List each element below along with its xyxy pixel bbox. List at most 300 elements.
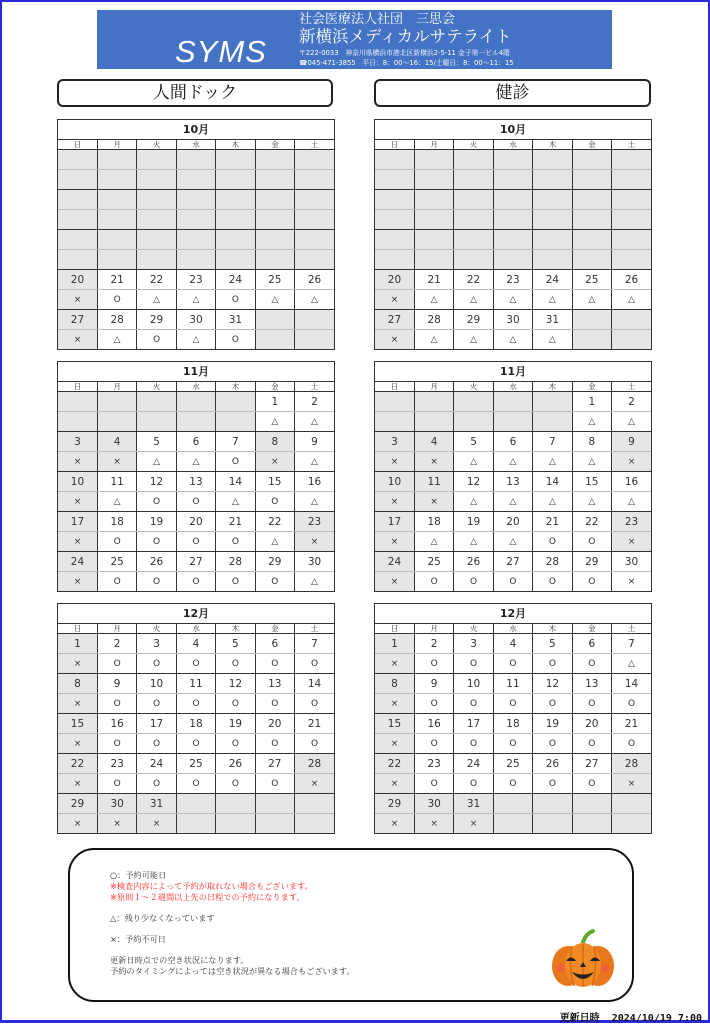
weekday-header: 月: [414, 140, 453, 150]
day-number: 31: [454, 794, 493, 814]
day-number: 12: [533, 674, 572, 694]
day-number: 15: [255, 472, 294, 492]
availability-mark: [454, 250, 493, 270]
availability-mark: [58, 412, 97, 432]
day-number: 16: [612, 472, 651, 492]
day-number: 11: [493, 674, 532, 694]
availability-mark: ×: [375, 330, 414, 350]
availability-mark: [137, 210, 176, 230]
day-number: [414, 150, 453, 170]
availability-mark: [255, 250, 294, 270]
availability-mark: △: [414, 290, 453, 310]
day-number: 4: [493, 634, 532, 654]
availability-mark: ×: [58, 572, 97, 592]
day-number: 15: [572, 472, 611, 492]
availability-mark: O: [454, 694, 493, 714]
weekday-header: 土: [612, 382, 651, 392]
availability-mark: [572, 170, 611, 190]
day-number: 30: [414, 794, 453, 814]
day-number: 23: [414, 754, 453, 774]
availability-mark: [533, 250, 572, 270]
day-number: 26: [137, 552, 176, 572]
availability-mark: [612, 250, 651, 270]
day-number: 22: [58, 754, 97, 774]
weekday-header: 水: [176, 624, 215, 634]
availability-mark: O: [137, 774, 176, 794]
day-number: 14: [533, 472, 572, 492]
availability-mark: △: [255, 412, 294, 432]
day-number: 25: [493, 754, 532, 774]
availability-mark: [493, 814, 532, 834]
weekday-header: 土: [612, 624, 651, 634]
day-number: 20: [255, 714, 294, 734]
month-title: 10月: [375, 120, 651, 140]
day-number: [137, 392, 176, 412]
availability-mark: O: [137, 330, 176, 350]
day-number: 1: [58, 634, 97, 654]
availability-mark: O: [414, 734, 453, 754]
availability-mark: O: [176, 492, 215, 512]
availability-mark: [572, 330, 611, 350]
day-number: [216, 794, 255, 814]
day-number: 13: [255, 674, 294, 694]
day-number: 11: [176, 674, 215, 694]
day-number: [612, 310, 651, 330]
day-number: [454, 230, 493, 250]
availability-mark: ×: [612, 532, 651, 552]
availability-mark: [375, 210, 414, 230]
availability-mark: ×: [58, 452, 97, 472]
day-number: [216, 230, 255, 250]
availability-mark: [216, 814, 255, 834]
address: 〒222-0033 神奈川県横浜市港北区新横浜2-5-11 金子第一ビル4階: [299, 49, 510, 57]
availability-mark: [414, 412, 453, 432]
availability-mark: O: [533, 694, 572, 714]
day-number: [255, 794, 294, 814]
day-number: [572, 230, 611, 250]
availability-mark: △: [295, 412, 334, 432]
availability-mark: [572, 250, 611, 270]
updated-timestamp: [560, 1009, 702, 1024]
availability-mark: [137, 170, 176, 190]
availability-mark: ×: [612, 774, 651, 794]
updated-value: 2024/10/19 7:00: [611, 1013, 702, 1024]
availability-mark: △: [493, 452, 532, 472]
day-number: [493, 392, 532, 412]
day-number: 29: [454, 310, 493, 330]
availability-mark: O: [572, 734, 611, 754]
availability-mark: [97, 170, 136, 190]
availability-mark: O: [295, 694, 334, 714]
availability-mark: ×: [58, 694, 97, 714]
availability-mark: [176, 210, 215, 230]
availability-mark: △: [176, 452, 215, 472]
month-title: 10月: [58, 120, 334, 140]
day-number: 28: [216, 552, 255, 572]
availability-mark: △: [533, 330, 572, 350]
weekday-header: 水: [176, 140, 215, 150]
day-number: 4: [414, 432, 453, 452]
day-number: [295, 310, 334, 330]
day-number: 2: [414, 634, 453, 654]
availability-mark: △: [295, 492, 334, 512]
day-number: 27: [572, 754, 611, 774]
day-number: [572, 150, 611, 170]
availability-mark: [414, 250, 453, 270]
day-number: 9: [295, 432, 334, 452]
day-number: 24: [137, 754, 176, 774]
day-number: 22: [375, 754, 414, 774]
availability-mark: [533, 210, 572, 230]
availability-mark: O: [454, 654, 493, 674]
weekday-header: 金: [255, 382, 294, 392]
availability-mark: O: [255, 734, 294, 754]
availability-mark: △: [612, 290, 651, 310]
availability-mark: [176, 250, 215, 270]
pumpkin-icon: [550, 928, 616, 990]
day-number: 16: [414, 714, 453, 734]
availability-mark: O: [137, 532, 176, 552]
day-number: 5: [216, 634, 255, 654]
availability-mark: ×: [375, 532, 414, 552]
day-number: 19: [137, 512, 176, 532]
day-number: 14: [612, 674, 651, 694]
weekday-header: 月: [97, 382, 136, 392]
availability-mark: △: [97, 492, 136, 512]
day-number: 26: [533, 754, 572, 774]
availability-mark: [176, 412, 215, 432]
weekday-header: 金: [572, 624, 611, 634]
logo: SYMS: [175, 34, 267, 69]
day-number: 1: [375, 634, 414, 654]
availability-mark: ×: [58, 492, 97, 512]
availability-mark: △: [612, 654, 651, 674]
availability-mark: O: [97, 532, 136, 552]
availability-mark: O: [216, 330, 255, 350]
weekday-header: 火: [454, 624, 493, 634]
weekday-header: 金: [255, 140, 294, 150]
availability-mark: O: [137, 572, 176, 592]
weekday-header: 土: [295, 140, 334, 150]
availability-mark: [375, 170, 414, 190]
calendar-checkup-0: [374, 119, 652, 350]
day-number: 1: [572, 392, 611, 412]
availability-mark: ×: [375, 694, 414, 714]
day-number: 6: [255, 634, 294, 654]
day-number: 6: [572, 634, 611, 654]
day-number: 30: [493, 310, 532, 330]
availability-mark: O: [176, 694, 215, 714]
legend-few: △：残り少なくなっています: [110, 913, 215, 923]
availability-mark: ×: [454, 814, 493, 834]
day-number: [255, 150, 294, 170]
legend-note-2: ※原則１～２週間以上先の日程での予約になります。: [110, 892, 305, 902]
day-number: 20: [572, 714, 611, 734]
day-number: 20: [375, 270, 414, 290]
availability-mark: △: [255, 290, 294, 310]
day-number: 25: [255, 270, 294, 290]
day-number: [612, 190, 651, 210]
day-number: 6: [493, 432, 532, 452]
day-number: [493, 230, 532, 250]
availability-mark: O: [176, 532, 215, 552]
availability-mark: [295, 814, 334, 834]
availability-mark: ×: [375, 814, 414, 834]
availability-mark: O: [533, 532, 572, 552]
availability-mark: O: [572, 694, 611, 714]
day-number: 27: [176, 552, 215, 572]
availability-mark: △: [216, 492, 255, 512]
availability-mark: O: [493, 694, 532, 714]
day-number: [454, 392, 493, 412]
availability-mark: △: [612, 412, 651, 432]
day-number: 9: [97, 674, 136, 694]
availability-mark: [454, 210, 493, 230]
weekday-header: 水: [493, 140, 532, 150]
day-number: 31: [137, 794, 176, 814]
availability-mark: [216, 170, 255, 190]
availability-mark: ×: [414, 452, 453, 472]
day-number: 26: [295, 270, 334, 290]
day-number: 12: [454, 472, 493, 492]
availability-mark: [572, 814, 611, 834]
availability-mark: △: [137, 452, 176, 472]
day-number: 20: [176, 512, 215, 532]
availability-mark: O: [454, 734, 493, 754]
availability-mark: ×: [97, 452, 136, 472]
availability-mark: △: [454, 290, 493, 310]
availability-mark: [295, 210, 334, 230]
day-number: 9: [414, 674, 453, 694]
day-number: 17: [454, 714, 493, 734]
day-number: 18: [493, 714, 532, 734]
day-number: [493, 150, 532, 170]
availability-mark: [176, 814, 215, 834]
availability-mark: [572, 210, 611, 230]
day-number: [375, 392, 414, 412]
day-number: 19: [533, 714, 572, 734]
legend-note-1: ※検査内容によって予約が取れない場合もございます。: [110, 881, 313, 891]
day-number: 28: [414, 310, 453, 330]
availability-mark: [414, 210, 453, 230]
day-number: 28: [97, 310, 136, 330]
day-number: 19: [216, 714, 255, 734]
availability-mark: [414, 170, 453, 190]
day-number: 10: [375, 472, 414, 492]
availability-mark: O: [97, 774, 136, 794]
day-number: [176, 150, 215, 170]
day-number: 2: [612, 392, 651, 412]
availability-mark: O: [414, 572, 453, 592]
day-number: [612, 794, 651, 814]
weekday-header: 水: [493, 382, 532, 392]
day-number: 21: [414, 270, 453, 290]
availability-mark: [97, 412, 136, 432]
day-number: 8: [58, 674, 97, 694]
availability-mark: ×: [97, 814, 136, 834]
availability-mark: [137, 250, 176, 270]
availability-mark: ×: [58, 290, 97, 310]
availability-mark: ×: [375, 572, 414, 592]
availability-mark: ×: [58, 330, 97, 350]
availability-mark: △: [454, 452, 493, 472]
day-number: 8: [255, 432, 294, 452]
day-number: 18: [414, 512, 453, 532]
availability-mark: [216, 250, 255, 270]
day-number: [375, 150, 414, 170]
availability-mark: O: [216, 532, 255, 552]
day-number: [572, 190, 611, 210]
weekday-header: 月: [97, 140, 136, 150]
availability-mark: [533, 412, 572, 432]
weekday-header: 月: [97, 624, 136, 634]
availability-mark: O: [414, 654, 453, 674]
day-number: [58, 150, 97, 170]
availability-mark: [97, 250, 136, 270]
day-number: [295, 794, 334, 814]
day-number: 30: [176, 310, 215, 330]
availability-mark: △: [454, 330, 493, 350]
day-number: 8: [375, 674, 414, 694]
availability-mark: [137, 412, 176, 432]
availability-mark: O: [572, 532, 611, 552]
day-number: 18: [176, 714, 215, 734]
availability-mark: [255, 170, 294, 190]
availability-mark: [216, 412, 255, 432]
day-number: 21: [216, 512, 255, 532]
weekday-header: 日: [375, 140, 414, 150]
day-number: 18: [97, 512, 136, 532]
availability-mark: O: [216, 572, 255, 592]
day-number: 31: [533, 310, 572, 330]
availability-mark: △: [137, 290, 176, 310]
availability-mark: [533, 814, 572, 834]
updated-label: 更新日時: [559, 1013, 600, 1024]
day-number: [216, 392, 255, 412]
day-number: 13: [493, 472, 532, 492]
calendar-checkup-2: [374, 603, 652, 834]
day-number: 21: [612, 714, 651, 734]
day-number: [176, 190, 215, 210]
availability-mark: [612, 210, 651, 230]
availability-mark: O: [533, 734, 572, 754]
day-number: 5: [137, 432, 176, 452]
day-number: 10: [454, 674, 493, 694]
availability-mark: △: [572, 492, 611, 512]
weekday-header: 金: [255, 624, 294, 634]
day-number: [137, 150, 176, 170]
month-title: 12月: [375, 604, 651, 624]
day-number: 15: [375, 714, 414, 734]
day-number: 31: [216, 310, 255, 330]
day-number: 16: [97, 714, 136, 734]
weekday-header: 木: [533, 140, 572, 150]
availability-mark: O: [493, 654, 532, 674]
day-number: 29: [255, 552, 294, 572]
month-title: 12月: [58, 604, 334, 624]
availability-mark: △: [572, 452, 611, 472]
day-number: [375, 190, 414, 210]
availability-mark: ×: [375, 492, 414, 512]
day-number: 22: [137, 270, 176, 290]
availability-mark: [454, 170, 493, 190]
day-number: 3: [454, 634, 493, 654]
availability-mark: △: [176, 290, 215, 310]
day-number: 17: [137, 714, 176, 734]
day-number: [454, 150, 493, 170]
day-number: 11: [414, 472, 453, 492]
availability-mark: ×: [58, 814, 97, 834]
availability-mark: O: [97, 694, 136, 714]
day-number: [533, 230, 572, 250]
day-number: [58, 230, 97, 250]
availability-mark: O: [572, 572, 611, 592]
weekday-header: 水: [493, 624, 532, 634]
day-number: 13: [572, 674, 611, 694]
day-number: [414, 392, 453, 412]
availability-mark: O: [137, 734, 176, 754]
day-number: 3: [375, 432, 414, 452]
availability-mark: △: [176, 330, 215, 350]
availability-mark: [454, 412, 493, 432]
weekday-header: 火: [454, 382, 493, 392]
availability-mark: O: [612, 694, 651, 714]
day-number: 14: [295, 674, 334, 694]
day-number: [533, 392, 572, 412]
availability-mark: ×: [375, 452, 414, 472]
day-number: 29: [58, 794, 97, 814]
day-number: [176, 392, 215, 412]
availability-mark: O: [533, 572, 572, 592]
day-number: [295, 190, 334, 210]
day-number: 30: [97, 794, 136, 814]
day-number: 24: [454, 754, 493, 774]
weekday-header: 木: [216, 140, 255, 150]
day-number: 26: [454, 552, 493, 572]
availability-mark: ×: [375, 774, 414, 794]
header-banner: [97, 10, 612, 69]
day-number: [533, 794, 572, 814]
day-number: 28: [612, 754, 651, 774]
weekday-header: 木: [216, 624, 255, 634]
weekday-header: 土: [295, 624, 334, 634]
day-number: 1: [255, 392, 294, 412]
availability-mark: ×: [414, 492, 453, 512]
day-number: 9: [612, 432, 651, 452]
calendar-dock-1: [57, 361, 335, 592]
day-number: [493, 794, 532, 814]
weekday-header: 木: [533, 624, 572, 634]
availability-mark: △: [454, 492, 493, 512]
weekday-header: 火: [137, 624, 176, 634]
day-number: 25: [97, 552, 136, 572]
day-number: 29: [137, 310, 176, 330]
day-number: 24: [375, 552, 414, 572]
clinic-name: 新横浜メディカルサテライト: [299, 27, 512, 46]
availability-mark: △: [493, 492, 532, 512]
availability-mark: △: [311, 576, 318, 587]
day-number: [58, 190, 97, 210]
day-number: 15: [58, 714, 97, 734]
availability-mark: O: [216, 734, 255, 754]
weekday-header: 土: [295, 382, 334, 392]
day-number: 16: [295, 472, 334, 492]
day-number: [255, 230, 294, 250]
availability-mark: O: [97, 654, 136, 674]
weekday-header: 日: [375, 624, 414, 634]
day-number: 27: [375, 310, 414, 330]
day-number: 26: [612, 270, 651, 290]
